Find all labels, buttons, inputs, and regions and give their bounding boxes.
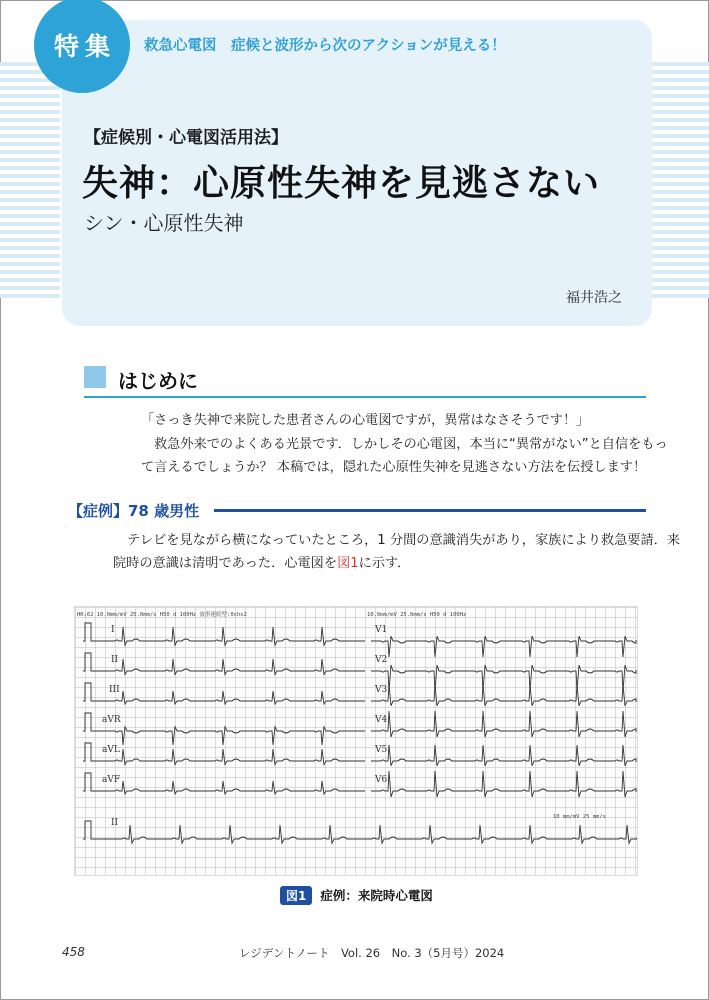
lead-label: V2 [375, 655, 388, 665]
ecg-lead-trace [93, 749, 365, 765]
figure-reference-link[interactable]: 図1 [337, 556, 359, 571]
case-heading: 【症例】78 歳男性 [68, 502, 200, 520]
lead-label: V3 [375, 685, 388, 695]
ecg-lead-trace [93, 691, 365, 704]
ecg-lead-trace [371, 711, 637, 737]
calibration-pulse [83, 821, 93, 839]
figure-caption-text: 症例：来院時心電図 [320, 888, 433, 903]
lead-label: V4 [375, 715, 388, 725]
lead-label: V6 [375, 775, 388, 785]
calibration-pulse [83, 653, 93, 671]
series-title: 救急心電図 症候と波形から次のアクションが見える！ [144, 38, 506, 54]
ecg-traces [75, 607, 637, 875]
article-category: 【症候別・心電図活用法】 [84, 128, 288, 148]
ecg-header-left: HR:62 10.0mm/mV 25.0mm/s H50 d 100Hz 波形連続型:0chx2 [77, 612, 247, 618]
ecg-lead-trace [371, 685, 637, 706]
lead-label: I [111, 625, 115, 635]
calibration-pulse [83, 773, 93, 791]
lead-label: aVL [102, 745, 120, 755]
ecg-lead-trace [371, 771, 637, 797]
case-text: 院時の意識は清明であった．心電図を [113, 556, 338, 571]
section-marker [84, 366, 106, 388]
case-heading-rule [214, 509, 646, 512]
journal-footer: レジデントノート Vol. 26 No. 3（5月号）2024 [239, 946, 505, 960]
case-paragraph-line: テレビを見ながら横になっていたところ，1 分間の意識消失があり，家族により救急要請．来 [127, 533, 681, 548]
page-number: 458 [62, 945, 85, 959]
calibration-pulse [83, 713, 93, 731]
article-subtitle: シン・心原性失神 [84, 211, 244, 235]
figure-caption [280, 886, 433, 905]
ecg-lead-trace [93, 627, 365, 645]
calibration-pulse [83, 743, 93, 761]
ecg-scale-note: 10 mm/mV 25 mm/s [553, 814, 606, 820]
calibration-pulse [83, 623, 93, 641]
header-stripes-right [652, 62, 709, 298]
lead-label: aVR [102, 715, 121, 725]
section-rule [84, 396, 646, 398]
lead-label: aVF [102, 775, 121, 785]
calibration-pulse [83, 683, 93, 701]
author-name: 福井浩之 [566, 290, 622, 306]
lead-label: II [111, 655, 119, 665]
section-heading-intro: はじめに [118, 369, 198, 393]
ecg-lead-trace [371, 636, 637, 657]
lead-label: III [109, 685, 120, 695]
ecg-lead-trace [371, 745, 637, 766]
ecg-header-right: 10.0mm/mV 25.0mm/s H50 d 100Hz [367, 612, 467, 618]
ecg-lead-trace [371, 665, 637, 691]
lead-label: V5 [375, 745, 388, 755]
intro-paragraph-line: 救急外来でのよくある光景です．しかしその心電図，本当に“異常がない”と自信をもっ [154, 437, 668, 452]
intro-paragraph-line: て言えるでしょうか？ 本稿では，隠れた心原性失神を見逃さない方法を伝授します！ [141, 460, 647, 475]
case-paragraph-line [113, 552, 410, 571]
ecg-lead-trace [93, 727, 365, 745]
ecg-figure [74, 606, 638, 876]
ecg-rhythm-trace [93, 825, 637, 843]
case-text: に示す． [358, 556, 411, 571]
lead-label: V1 [375, 625, 388, 635]
intro-paragraph-line: 「さっき失神で来院した患者さんの心電図ですが，異常はなさそうです！」 [141, 413, 590, 428]
ecg-lead-trace [93, 781, 365, 794]
feature-badge: 特集 [34, 0, 130, 93]
lead-label: II [111, 818, 119, 828]
ecg-lead-trace [93, 659, 365, 675]
article-title: 失神：心原性失神を見逃さない [82, 163, 601, 204]
figure-number: 図1 [280, 886, 312, 905]
header-stripes-left [0, 62, 60, 298]
